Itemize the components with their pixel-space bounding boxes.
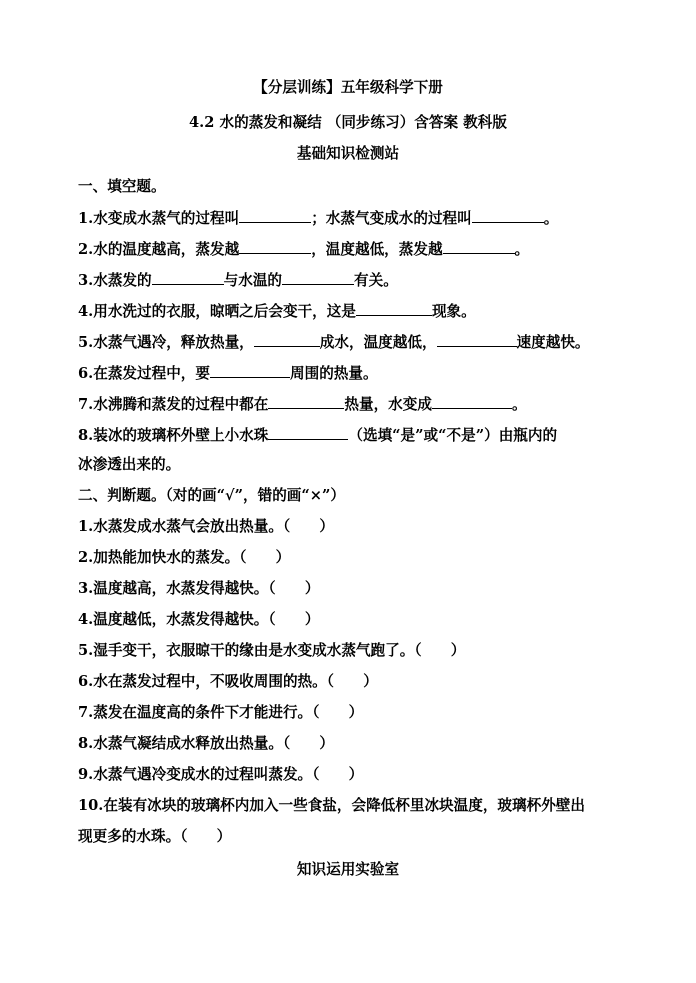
- fill-question-7: 7.水沸腾和蒸发的过程中都在 热量，水变成 。: [78, 396, 527, 413]
- judge-question-6: 6.水在蒸发过程中，不吸收周围的热。（ ）: [78, 673, 378, 690]
- part2-heading: 二、判断题。（对的画“√”，错的画“×”）: [78, 487, 346, 504]
- judge-question-4: 4.温度越低，水蒸发得越快。（ ）: [78, 611, 320, 628]
- answer-blank: [437, 332, 517, 347]
- fill-question-1: 1.水变成水蒸气的过程叫 ；水蒸气变成水的过程叫 。: [78, 210, 559, 227]
- judge-question-5: 5.湿手变干，衣服晾干的缘由是水变成水蒸气跑了。（ ）: [78, 642, 466, 659]
- fill-question-2: 2.水的温度越高，蒸发越 ，温度越低，蒸发越 。: [78, 241, 530, 258]
- answer-blank: [254, 332, 320, 347]
- answer-blank: [239, 208, 311, 223]
- judge-question-3: 3.温度越高，水蒸发得越快。（ ）: [78, 580, 320, 597]
- fill-question-8-continued: 冰渗透出来的。: [78, 456, 181, 473]
- part1-heading: 一、填空题。: [78, 178, 166, 195]
- answer-blank: [282, 270, 354, 285]
- judge-question-7: 7.蒸发在温度高的条件下才能进行。（ ）: [78, 704, 364, 721]
- answer-blank: [356, 301, 432, 316]
- fill-question-8: 8.装冰的玻璃杯外壁上小水珠 （选填“是”或“不是”）由瓶内的: [78, 427, 558, 444]
- fill-question-6: 6.在蒸发过程中，要 周围的热量。: [78, 365, 378, 382]
- fill-question-4: 4.用水洗过的衣服，晾晒之后会变干，这是 现象。: [78, 303, 476, 320]
- fill-question-5: 5.水蒸气遇冷，释放热量， 成水，温度越低， 速度越快。: [78, 334, 590, 351]
- answer-blank: [239, 239, 311, 254]
- answer-blank: [210, 363, 290, 378]
- answer-blank: [432, 394, 512, 409]
- judge-question-10: 10.在装有冰块的玻璃杯内加入一些食盐，会降低杯里冰块温度，玻璃杯外壁出: [78, 797, 585, 814]
- answer-blank: [443, 239, 515, 254]
- document-subtitle: 4.2 水的蒸发和凝结 （同步练习）含答案 教科版: [189, 114, 507, 131]
- answer-blank: [268, 425, 348, 440]
- judge-question-2: 2.加热能加快水的蒸发。（ ）: [78, 549, 291, 566]
- answer-blank: [472, 208, 544, 223]
- answer-blank: [152, 270, 224, 285]
- judge-question-1: 1.水蒸发成水蒸气会放出热量。（ ）: [78, 518, 335, 535]
- document-title: 【分层训练】五年级科学下册: [253, 79, 443, 96]
- judge-question-8: 8.水蒸气凝结成水释放出热量。（ ）: [78, 735, 335, 752]
- answer-blank: [268, 394, 344, 409]
- judge-question-9: 9.水蒸气遇冷变成水的过程叫蒸发。（ ）: [78, 766, 364, 783]
- fill-question-3: 3.水蒸发的 与水温的 有关。: [78, 272, 398, 289]
- section-heading-practice: 知识运用实验室: [296, 861, 400, 878]
- section-heading-basic: 基础知识检测站: [296, 145, 400, 162]
- judge-question-10-continued: 现更多的水珠。（ ）: [78, 828, 232, 845]
